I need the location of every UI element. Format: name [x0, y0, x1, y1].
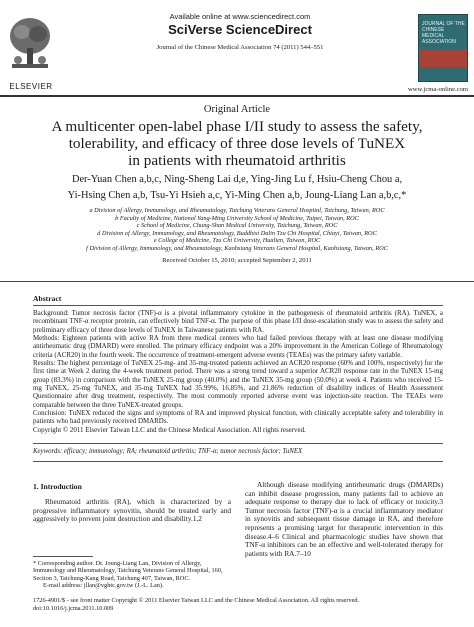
journal-cover-thumbnail [418, 14, 468, 82]
keywords-rule-bottom [33, 461, 443, 462]
doi-line[interactable]: doi:10.1016/j.jcma.2011.10.009 [33, 604, 114, 612]
corresponding-author-footnote [33, 560, 231, 590]
received-dates: Received October 15, 2010; accepted September 2, 2011 [162, 257, 312, 264]
abstract-paragraph: Methods: Eighteen patients with active RA from three medical centers who had failed previous therapy with at least one disease modifying antirheumatic drug (DMARD) were enrolled. The primary efficacy endpoint was a 20% improvement in the American College of Rheumatology criteria (ACR20) in the fourth week. The occurrence of treatment-emergent adverse events (TEAEs) was the primary safety variable. [33, 334, 443, 359]
abstract-paragraph: Conclusion: TuNEX reduced the signs and symptoms of RA and improved physical function, with clinically acceptable safety and tolerability in patients who had previously received DMARDs. [33, 409, 443, 426]
keywords-text: efficacy; immunology; RA; rheumatoid arthritis; TNF-α; tumor necrosis factor; TuNEX [63, 448, 303, 455]
intro-paragraph: Although disease modifying antirheumatic drugs (DMARDs) can inhibit disease progression, many patients fail to achieve an adequate response to therapy due to lack of efficacy or toxicity.3 Tumor necrosis factor (TNF)-α is a crucial inflammatory mediator in synovitis and subsequent tissue damage in RA, and therefore represents a promising target for therapeutic intervention in this disease.4–6 Clinical and pharmacologic studies have shown that TNF-α inhibitors can be an effective and well-tolerated therapy for patients with RA.7–10 [245, 480, 443, 558]
intro-left-column [33, 498, 231, 524]
abstract-paragraph: Copyright © 2011 Elsevier Taiwan LLC and the Chinese Medical Association. All rights reserved. [33, 425, 306, 434]
cover-band [419, 49, 467, 67]
sciencedirect-brand [110, 22, 370, 37]
journal-citation: Journal of the Chinese Medical Association 74 (2011) 544–551 [156, 44, 324, 51]
footnote-rule [33, 556, 93, 557]
availability-line[interactable]: Available online at www.sciencedirect.com [169, 12, 311, 21]
intro-paragraph: Rheumatoid arthritis (RA), which is characterized by a progressive inflammatory synovitis, should be treated early and aggressively to prevent joint destruction and disability.1,2 [33, 497, 231, 524]
bottom-matter [33, 597, 453, 613]
footnote-line: * Corresponding author. Dr. Joung-Liang Lan, Division of Allergy, Immunology and Rheumatology, Taichung Veterans General Hospital, 160, Section 3, Taichung-Kang Road, Taichung 407, Taiwan, ROC. [33, 560, 223, 582]
title-line: A multicenter open-label phase I/II study to assess the safety, [51, 118, 423, 135]
keywords-label: Keywords: [33, 448, 63, 455]
abstract-heading: Abstract [33, 294, 62, 303]
affiliation: e College of Medicine, Tzu Chi University, Hualien, Taiwan, ROC [153, 237, 321, 244]
affiliation: f Division of Allergy, Immunology, and Rheumatology, Kaohsiung Veterans General Hospital, Kaohsiung, Taiwan, ROC [86, 244, 388, 252]
elsevier-tree-logo [6, 14, 54, 76]
title-line: tolerability, and efficacy of three dose levels of TuNEX [68, 135, 406, 152]
article-type: Original Article [203, 104, 271, 115]
footnote-email[interactable]: E-mail address: jllan@vghtc.gov.tw (J.-L. Lan). [43, 582, 164, 590]
abstract-body [33, 309, 443, 434]
intro-right-column [245, 481, 443, 558]
copyright-line: 1726-4901/$ - see front matter Copyright © 2011 Elsevier Taiwan LLC and the Chinese Medical Association. All rights reserved. [33, 597, 360, 604]
author-line: Yi-Hsing Chen a,b, Tsu-Yi Hsieh a,c, Yi-Ming Chen a,b, Joung-Liang Lan a,b,c,* [67, 190, 407, 201]
brand-text: SciVerse ScienceDirect [168, 22, 312, 37]
affiliation: c School of Medicine, Chung-Shan Medical University, Taichung, Taiwan, ROC [136, 222, 338, 229]
author-list [30, 172, 444, 204]
title-rule [0, 281, 474, 282]
affiliation: a Division of Allergy, Immunology, and Rheumatology, Taichung Veterans General Hospital, Taichung, Taiwan, ROC [89, 207, 385, 214]
introduction-heading: 1. Introduction [33, 482, 82, 491]
article-title [30, 118, 444, 169]
abstract-paragraph: Background: Tumor necrosis factor (TNF)-α is a pivotal inflammatory cytokine in the pathogenesis of rheumatoid arthritis (RA). TuNEX, a recombinant TNF-α receptor protein, can effectively bind TNF-α. The purpose of this phase I/II dose-escalation study was to assess the safety and preliminary efficacy of three dose levels of TuNEX in Taiwanese patients with RA. [33, 309, 443, 334]
journal-website[interactable]: www.jcma-online.com [408, 86, 468, 93]
affiliation: d Division of Allergy, Immunology, and Rheumatology, Buddhist Dalin Tzu Chi Hospital, Chiayi, Taiwan, ROC [97, 229, 377, 237]
header-rule [0, 95, 474, 97]
keywords [33, 448, 443, 455]
cover-title: JOURNAL OF THE CHINESE MEDICAL ASSOCIATION [422, 21, 465, 45]
abstract-paragraph: Results: The highest percentage of TuNEX 25-mg- and 35-mg-treated patients achieved an ACR20 response (60% and 100%, respectively) for the first time at Week 2 during the 4-week treatment period. There was a strong trend toward a superior ACR20 response rate in the TuNEX 15-mg group (83.3%) in comparison with the TuNEX 25-mg group (40.0%) and the TuNEX 35-mg group (50.0%) at week 4. Patients who received 15-mg TuNEX, 25-mg TuNEX, and 35-mg TuNEX had 35.99%, 16.85%, and 21.86% reduction of disability indices of Health Assessment Questionnaire after drug treatment, respectively. The most commonly reported adverse event was injection-site reaction. The TEAEs were comparable between the three TuNEX-treated groups. [33, 359, 443, 409]
abstract-rule [33, 305, 443, 306]
title-line: in patients with rheumatoid arthritis [128, 152, 346, 169]
elsevier-wordmark: ELSEVIER [9, 82, 53, 91]
affiliation: b Faculty of Medicine, National Yang-Ming University School of Medicine, Taipei, Taiwan, ROC [115, 214, 359, 222]
author-line: Der-Yuan Chen a,b,c, Ning-Sheng Lai d,e, Ying-Jing Lu f, Hsiu-Cheng Chou a, [71, 174, 403, 185]
keywords-rule-top [33, 443, 443, 444]
